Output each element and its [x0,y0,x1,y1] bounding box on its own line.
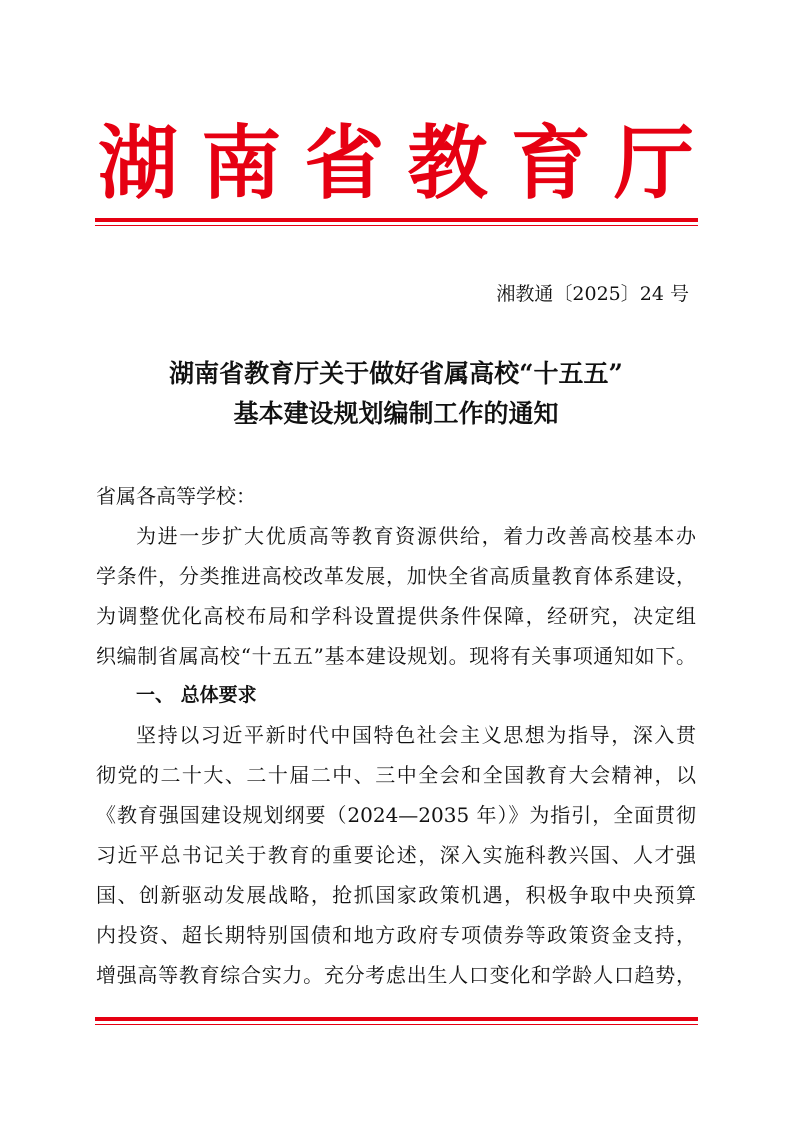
salutation: 省属各高等学校： [96,484,256,508]
masthead-char: 湖 [98,116,178,210]
header-divider [95,218,698,226]
paragraph-line: 国、创新驱动发展战略，抢抓国家政策机遇，积极争取中央预算 [96,883,696,907]
masthead-char: 省 [304,116,385,210]
paragraph-general-requirements [96,715,696,995]
masthead-org-name [96,118,696,208]
paragraph-line: 为进一步扩大优质高等教育资源供给，着力改善高校基本办 [136,524,696,548]
title-line-1: 湖南省教育厅关于做好省属高校“十五五” [169,359,623,388]
paragraph-line: 为调整优化高校布局和学科设置提供条件保障，经研究，决定组 [96,604,696,628]
paragraph-line: 坚持以习近平新时代中国特色社会主义思想为指导，深入贯 [136,723,696,747]
paragraph-line: 学条件，分类推进高校改革发展，加快全省高质量教育体系建设， [96,564,696,588]
masthead-char: 教 [407,116,488,210]
footer-divider [95,1017,698,1025]
paragraph-line: 织编制省属高校“十五五”基本建设规划。现将有关事项通知如下。 [96,644,696,668]
paragraph-line: 彻党的二十大、二十届二中、三中全会和全国教育大会精神，以 [96,763,696,787]
masthead-char: 育 [510,116,591,210]
document-number: 湘教通〔2025〕24 号 [496,283,689,305]
paragraph-line: 习近平总书记关于教育的重要论述，深入实施科教兴国、人才强 [96,843,696,867]
section-heading: 一、 总体要求 [136,684,257,706]
title-line-2: 基本建设规划编制工作的通知 [233,399,559,428]
masthead-char: 南 [201,116,282,210]
paragraph-line: 增强高等教育综合实力。充分考虑出生人口变化和学龄人口趋势， [96,963,696,987]
paragraph-line: 内投资、超长期特别国债和地方政府专项债券等政策资金支持， [96,923,696,947]
paragraph-line: 《教育强国建设规划纲要（2024—2035 年）》为指引，全面贯彻 [96,803,696,827]
masthead-char: 厅 [613,116,694,210]
document-title [96,354,696,434]
paragraph-intro [96,516,696,676]
